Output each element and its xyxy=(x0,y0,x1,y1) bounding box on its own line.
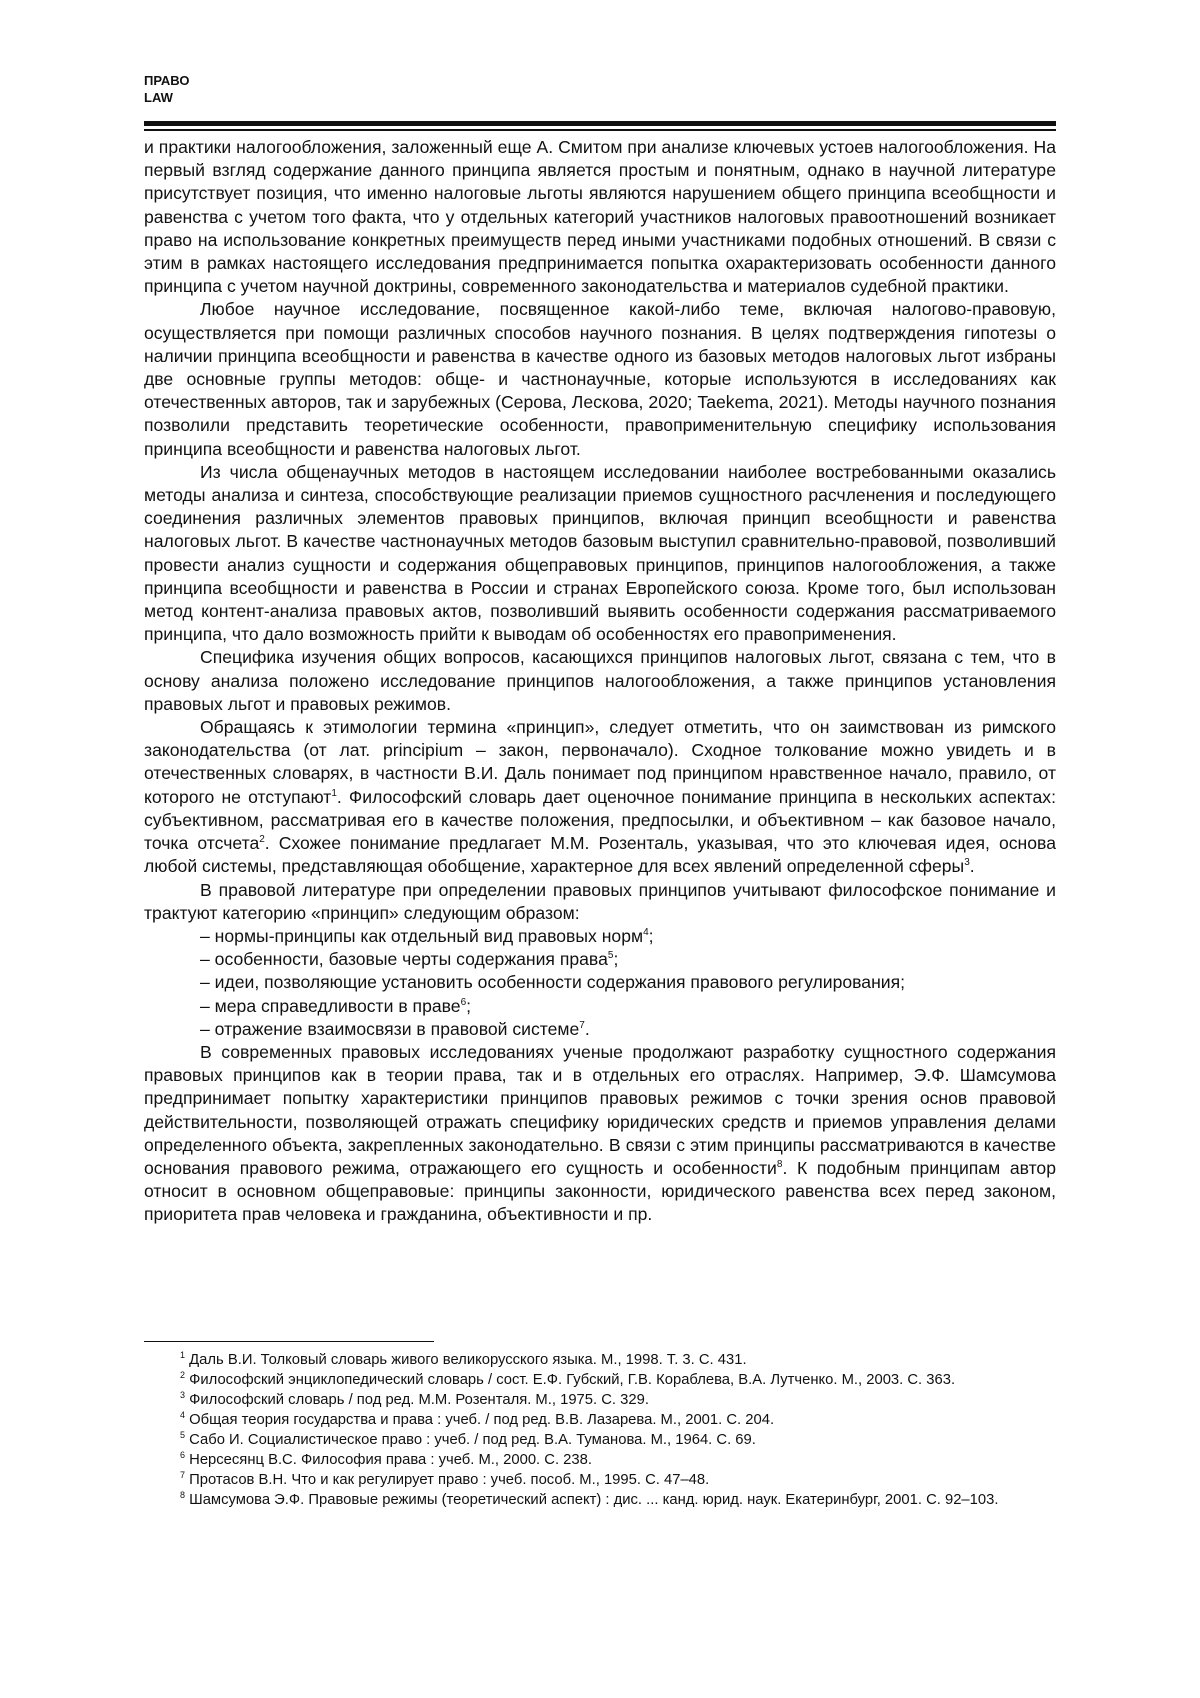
footnote xyxy=(144,1450,1056,1470)
footnote-number: 5 xyxy=(180,1430,186,1441)
article-body xyxy=(144,136,1056,1227)
principle-list xyxy=(144,925,1056,1041)
footnote-text: Сабо И. Социалистическое право : учеб. / под ред. В.А. Туманова. М., 1964. С. 69. xyxy=(189,1432,756,1448)
footnote xyxy=(144,1490,1056,1510)
footnote xyxy=(144,1370,1056,1390)
footnote-number: 1 xyxy=(180,1350,186,1361)
header-section-en: LAW xyxy=(144,90,173,105)
list-item-end: ; xyxy=(613,949,619,970)
paragraph-7-text-a: В современных правовых исследованиях ученые продолжают разработку сущностного содержания правовых принципов как в теории права, так и в отдельных его отраслях. Например, Э.Ф. Шамсумова предпринимает попытку характеристики принципов правовых режимов с точки зрения основ правовой действительности, позволяющей отражать специфику юридических средств и приемов управления делами определенного объекта, закрепленных законодательно. В связи с этим принципы рассматриваются в качестве основания правового режима, отражающего его сущность и особенности xyxy=(144,1041,1056,1178)
footnote xyxy=(144,1430,1056,1450)
footnote xyxy=(144,1410,1056,1430)
footnote-text: Шамсумова Э.Ф. Правовые режимы (теоретический аспект) : дис. ... канд. юрид. наук. Екатеринбург, 2001. С. 92–103. xyxy=(189,1492,999,1508)
footnote-separator xyxy=(144,1341,434,1342)
footnote-ref-8[interactable]: 8 xyxy=(776,1159,783,1171)
footnote-ref-1[interactable]: 1 xyxy=(331,787,337,799)
footnote-text: Нерсесянц В.С. Философия права : учеб. М., 2000. С. 238. xyxy=(189,1452,592,1468)
header-rule-thin xyxy=(144,129,1056,131)
footnote-number: 8 xyxy=(180,1490,186,1501)
footnote-text: Философский словарь / под ред. М.М. Розенталя. М., 1975. С. 329. xyxy=(189,1392,649,1408)
footnote-text: Философский энциклопедический словарь / сост. Е.Ф. Губский, Г.В. Кораблева, В.А. Лутченко. М., 2003. С. 363. xyxy=(189,1372,956,1388)
list-item xyxy=(144,948,1056,971)
list-item-text: – идеи, позволяющие установить особенности содержания правового регулирования; xyxy=(200,972,906,993)
footnote-text: Общая теория государства и права : учеб. / под ред. В.В. Лазарева. М., 2001. С. 204. xyxy=(189,1412,775,1428)
footnote-text: Даль В.И. Толковый словарь живого великорусского языка. М., 1998. Т. 3. С. 431. xyxy=(189,1352,747,1368)
list-item-text: – особенности, базовые черты содержания права xyxy=(200,949,608,970)
paragraph-5-text-a: Обращаясь к этимологии термина «принцип», следует отметить, что он заимствован из римского законодательства (от лат. principium – закон, первоначало). Сходное толкование можно увидеть и в отечественных словарях, в частности В.И. Даль понимает под принципом нравственное начало, правило, от которого не отступают xyxy=(144,717,1056,807)
list-item-text: – нормы-принципы как отдельный вид правовых норм xyxy=(200,925,644,946)
footnote-number: 7 xyxy=(180,1470,186,1481)
footnotes xyxy=(144,1350,1056,1510)
paragraph-2: Любое научное исследование, посвященное какой-либо теме, включая налогово-правовую, осуществляется при помощи различных способов научного познания. В целях подтверждения гипотезы о наличии принципа всеобщности и равенства в качестве одного из базовых методов налоговых льгот избраны две основные группы методов: обще- и частнонаучные, которые используются в исследованиях как отечественных авторов, так и зарубежных (Серова, Лескова, 2020; Taekema, 2021). Методы научного познания позволили представить теоретические особенности, правоприменительную специфику использования принципа всеобщности и равенства налоговых льгот. xyxy=(144,299,1056,459)
paragraph-7-text-b: . К подобным принципам автор относит в основном общеправовые: принципы законности, юридического равенства всех перед законом, приоритета прав человека и гражданина, объективности и пр. xyxy=(144,1157,1057,1225)
footnote-ref-5[interactable]: 5 xyxy=(607,950,614,962)
paragraph-7 xyxy=(144,1041,1056,1227)
header-section-ru: ПРАВО xyxy=(144,73,190,88)
footnote-ref-4[interactable]: 4 xyxy=(643,927,649,939)
footnote xyxy=(144,1470,1056,1490)
footnote-ref-3[interactable]: 3 xyxy=(964,857,970,869)
list-item xyxy=(144,1018,1056,1041)
footnote-number: 6 xyxy=(180,1450,186,1461)
list-item-end: . xyxy=(584,1018,590,1039)
list-item-text: – отражение взаимосвязи в правовой системе xyxy=(200,1018,580,1039)
paragraph-6: В правовой литературе при определении правовых принципов учитывают философское понимание и трактуют категорию «принцип» следующим образом: xyxy=(144,879,1056,923)
paragraph-5-text-d: . xyxy=(969,856,975,877)
list-item xyxy=(144,971,1056,994)
footnote xyxy=(144,1350,1056,1370)
paragraph-3: Из числа общенаучных методов в настоящем исследовании наиболее востребованными оказались методы анализа и синтеза, способствующие реализации приемов сущностного расчленения и последующего соединения различных элементов правовых принципов, включая принцип всеобщности и равенства налоговых льгот. В качестве частнонаучных методов базовым выступил сравнительно-правовой, позволивший провести анализ сущности и содержания общеправовых принципов, принципов налогообложения, а также принципа всеобщности и равенства в России и странах Европейского союза. Кроме того, был использован метод контент-анализа правовых актов, позволивший выявить особенности содержания рассматриваемого принципа, что дало возможность прийти к выводам об особенностях его правоприменения. xyxy=(144,461,1056,645)
footnote-text: Протасов В.Н. Что и как регулирует право : учеб. пособ. М., 1995. С. 47–48. xyxy=(189,1472,710,1488)
paragraph-5-text-b: . Философский словарь дает оценочное понимание принципа в нескольких аспектах: субъективном, рассматривая его в качестве положения, предпосылки, и объективном – как базовое начало, точка отсчета xyxy=(144,786,1056,854)
list-item-end: ; xyxy=(466,995,472,1016)
paragraph-5 xyxy=(144,716,1056,878)
running-header xyxy=(144,72,189,106)
header-rule-thick xyxy=(144,121,1056,126)
footnote-ref-2[interactable]: 2 xyxy=(259,834,265,846)
footnote-ref-6[interactable]: 6 xyxy=(460,996,467,1008)
footnote xyxy=(144,1390,1056,1410)
list-item-text: – мера справедливости в праве xyxy=(200,995,461,1016)
paragraph-1: и практики налогообложения, заложенный еще А. Смитом при анализе ключевых устоев налогообложения. На первый взгляд содержание данного принципа является простым и понятным, однако в научной литературе присутствует позиция, что именно налоговые льготы являются нарушением общего принципа всеобщности и равенства с учетом того факта, что у отдельных категорий участников налоговых правоотношений возникает право на использование конкретных преимуществ перед иными участниками подобных отношений. В связи с этим в рамках настоящего исследования предпринимается попытка охарактеризовать особенности данного принципа с учетом научной доктрины, современного законодательства и материалов судебной практики. xyxy=(144,137,1056,297)
list-item xyxy=(144,995,1056,1018)
list-item xyxy=(144,925,1056,948)
paragraph-4: Специфика изучения общих вопросов, касающихся принципов налоговых льгот, связана с тем, что в основу анализа положено исследование принципов налогообложения, а также принципов установления правовых льгот и правовых режимов. xyxy=(144,647,1056,714)
footnote-number: 4 xyxy=(180,1410,186,1421)
footnote-number: 3 xyxy=(180,1390,186,1401)
footnote-number: 2 xyxy=(180,1370,186,1381)
paragraph-5-text-c: . Схожее понимание предлагает М.М. Розенталь, указывая, что это ключевая идея, основа любой системы, представляющая обобщение, характерное для всех явлений определенной сферы xyxy=(144,833,1056,877)
footnote-ref-7[interactable]: 7 xyxy=(579,1019,585,1031)
list-item-end: ; xyxy=(648,925,654,946)
